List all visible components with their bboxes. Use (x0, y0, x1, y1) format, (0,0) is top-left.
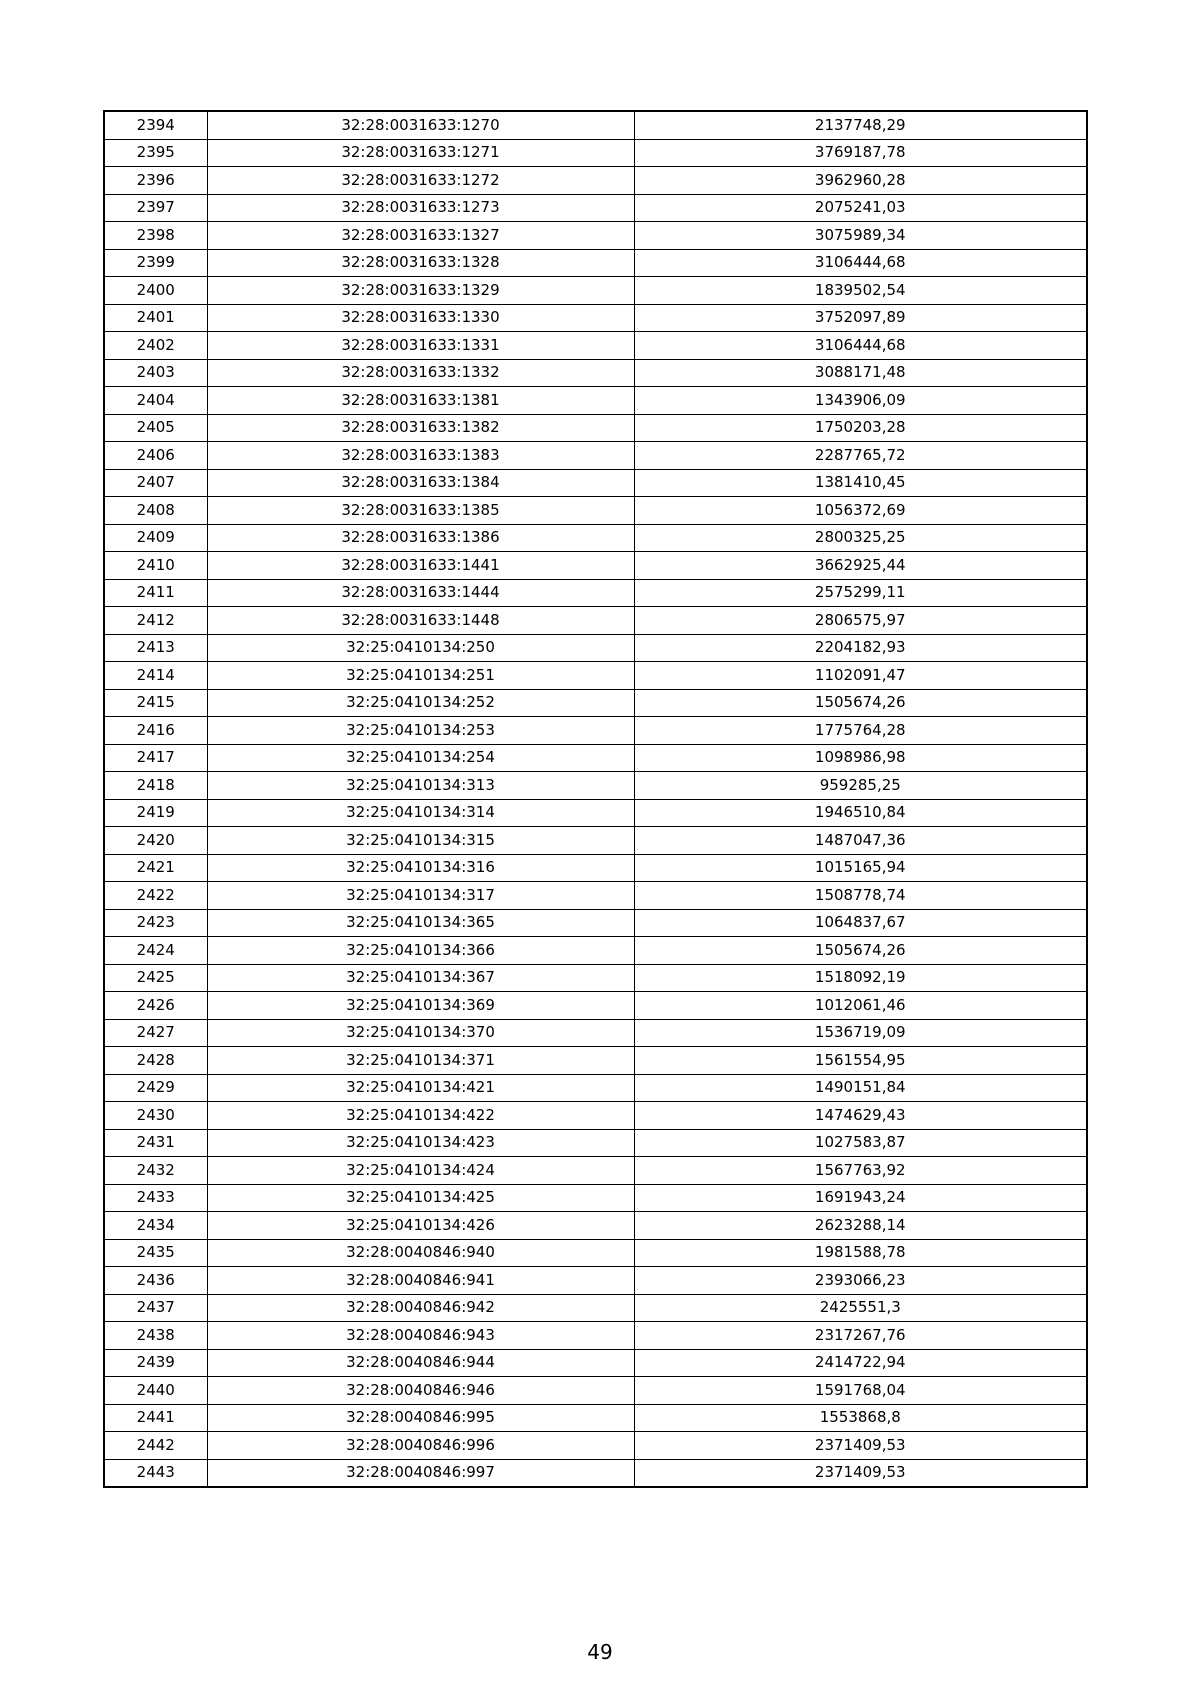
cadastral-value-cell: 1027583,87 (634, 1129, 1087, 1157)
table-row (104, 111, 1087, 139)
row-number-cell: 2425 (104, 964, 207, 992)
cadastral-number-cell: 32:25:0410134:421 (207, 1074, 634, 1102)
row-number-cell: 2438 (104, 1322, 207, 1350)
table-row (104, 799, 1087, 827)
row-number-cell: 2402 (104, 332, 207, 360)
cadastral-value-cell: 3106444,68 (634, 332, 1087, 360)
cadastral-value-cell: 1056372,69 (634, 497, 1087, 525)
cadastral-value-cell: 3088171,48 (634, 359, 1087, 387)
cadastral-number-cell: 32:28:0031633:1273 (207, 194, 634, 222)
table-row (104, 827, 1087, 855)
table-row (104, 1404, 1087, 1432)
cadastral-value-cell: 1064837,67 (634, 909, 1087, 937)
cadastral-value-cell: 2393066,23 (634, 1267, 1087, 1295)
cadastral-number-cell: 32:28:0031633:1331 (207, 332, 634, 360)
table-row (104, 249, 1087, 277)
table-row (104, 332, 1087, 360)
row-number-cell: 2419 (104, 799, 207, 827)
row-number-cell: 2431 (104, 1129, 207, 1157)
table-row (104, 744, 1087, 772)
table-row (104, 1102, 1087, 1130)
table-row (104, 662, 1087, 690)
row-number-cell: 2430 (104, 1102, 207, 1130)
table-row (104, 469, 1087, 497)
table-row (104, 717, 1087, 745)
cadastral-number-cell: 32:25:0410134:422 (207, 1102, 634, 1130)
row-number-cell: 2422 (104, 882, 207, 910)
cadastral-number-cell: 32:28:0031633:1382 (207, 414, 634, 442)
table-row (104, 854, 1087, 882)
cadastral-number-cell: 32:28:0031633:1327 (207, 222, 634, 250)
cadastral-value-cell: 1505674,26 (634, 689, 1087, 717)
cadastral-number-cell: 32:28:0031633:1381 (207, 387, 634, 415)
cadastral-number-cell: 32:28:0040846:997 (207, 1459, 634, 1487)
cadastral-number-cell: 32:28:0040846:941 (207, 1267, 634, 1295)
cadastral-number-cell: 32:25:0410134:317 (207, 882, 634, 910)
table-row (104, 277, 1087, 305)
table-row (104, 882, 1087, 910)
cadastral-value-cell: 2806575,97 (634, 607, 1087, 635)
table-row (104, 634, 1087, 662)
table-row (104, 992, 1087, 1020)
row-number-cell: 2411 (104, 579, 207, 607)
table-row (104, 139, 1087, 167)
row-number-cell: 2408 (104, 497, 207, 525)
row-number-cell: 2394 (104, 111, 207, 139)
row-number-cell: 2403 (104, 359, 207, 387)
cadastral-value-cell: 3752097,89 (634, 304, 1087, 332)
cadastral-number-cell: 32:28:0031633:1329 (207, 277, 634, 305)
row-number-cell: 2440 (104, 1377, 207, 1405)
table-row (104, 1432, 1087, 1460)
cadastral-value-cell: 2204182,93 (634, 634, 1087, 662)
cadastral-value-cell: 1536719,09 (634, 1019, 1087, 1047)
cadastral-number-cell: 32:28:0031633:1383 (207, 442, 634, 470)
table-row (104, 937, 1087, 965)
cadastral-value-cell: 1518092,19 (634, 964, 1087, 992)
cadastral-value-cell: 2371409,53 (634, 1459, 1087, 1487)
table-row (104, 497, 1087, 525)
cadastral-value-cell: 3106444,68 (634, 249, 1087, 277)
cadastral-number-cell: 32:25:0410134:252 (207, 689, 634, 717)
cadastral-value-cell: 1750203,28 (634, 414, 1087, 442)
row-number-cell: 2410 (104, 552, 207, 580)
cadastral-number-cell: 32:28:0040846:995 (207, 1404, 634, 1432)
row-number-cell: 2428 (104, 1047, 207, 1075)
table-row (104, 1157, 1087, 1185)
cadastral-number-cell: 32:25:0410134:423 (207, 1129, 634, 1157)
cadastral-number-cell: 32:28:0040846:946 (207, 1377, 634, 1405)
row-number-cell: 2434 (104, 1212, 207, 1240)
table-row (104, 1074, 1087, 1102)
table-body (104, 111, 1087, 1487)
cadastral-number-cell: 32:25:0410134:314 (207, 799, 634, 827)
row-number-cell: 2418 (104, 772, 207, 800)
cadastral-number-cell: 32:28:0031633:1330 (207, 304, 634, 332)
cadastral-value-cell: 2575299,11 (634, 579, 1087, 607)
table-row (104, 442, 1087, 470)
row-number-cell: 2409 (104, 524, 207, 552)
cadastral-number-cell: 32:25:0410134:315 (207, 827, 634, 855)
cadastral-number-cell: 32:28:0040846:943 (207, 1322, 634, 1350)
cadastral-number-cell: 32:25:0410134:367 (207, 964, 634, 992)
cadastral-value-cell: 2800325,25 (634, 524, 1087, 552)
table-row (104, 1267, 1087, 1295)
table-row (104, 1239, 1087, 1267)
cadastral-number-cell: 32:25:0410134:316 (207, 854, 634, 882)
cadastral-value-cell: 1946510,84 (634, 799, 1087, 827)
cadastral-number-cell: 32:25:0410134:253 (207, 717, 634, 745)
cadastral-number-cell: 32:28:0031633:1384 (207, 469, 634, 497)
table-row (104, 1459, 1087, 1487)
cadastral-value-cell: 1505674,26 (634, 937, 1087, 965)
cadastral-value-cell: 1561554,95 (634, 1047, 1087, 1075)
row-number-cell: 2437 (104, 1294, 207, 1322)
row-number-cell: 2432 (104, 1157, 207, 1185)
cadastral-number-cell: 32:28:0031633:1328 (207, 249, 634, 277)
table-row (104, 387, 1087, 415)
row-number-cell: 2436 (104, 1267, 207, 1295)
row-number-cell: 2412 (104, 607, 207, 635)
row-number-cell: 2415 (104, 689, 207, 717)
cadastral-value-cell: 3962960,28 (634, 167, 1087, 195)
row-number-cell: 2404 (104, 387, 207, 415)
cadastral-value-cell: 2425551,3 (634, 1294, 1087, 1322)
table-row (104, 1377, 1087, 1405)
table-row (104, 964, 1087, 992)
table-row (104, 1047, 1087, 1075)
row-number-cell: 2435 (104, 1239, 207, 1267)
cadastral-value-cell: 2623288,14 (634, 1212, 1087, 1240)
cadastral-value-cell: 2371409,53 (634, 1432, 1087, 1460)
table-row (104, 689, 1087, 717)
cadastral-value-cell: 1691943,24 (634, 1184, 1087, 1212)
cadastral-value-cell: 1567763,92 (634, 1157, 1087, 1185)
page-number: 49 (587, 1640, 613, 1664)
cadastral-value-cell: 3662925,44 (634, 552, 1087, 580)
cadastral-number-cell: 32:28:0040846:944 (207, 1349, 634, 1377)
row-number-cell: 2416 (104, 717, 207, 745)
table-row (104, 1349, 1087, 1377)
cadastral-value-table (103, 110, 1088, 1488)
row-number-cell: 2424 (104, 937, 207, 965)
cadastral-number-cell: 32:28:0040846:996 (207, 1432, 634, 1460)
cadastral-number-cell: 32:25:0410134:424 (207, 1157, 634, 1185)
row-number-cell: 2420 (104, 827, 207, 855)
cadastral-value-cell: 2414722,94 (634, 1349, 1087, 1377)
row-number-cell: 2395 (104, 139, 207, 167)
row-number-cell: 2442 (104, 1432, 207, 1460)
cadastral-number-cell: 32:25:0410134:366 (207, 937, 634, 965)
row-number-cell: 2441 (104, 1404, 207, 1432)
table-row (104, 1129, 1087, 1157)
table-row (104, 1184, 1087, 1212)
table-row (104, 414, 1087, 442)
cadastral-value-cell: 1839502,54 (634, 277, 1087, 305)
table-row (104, 579, 1087, 607)
cadastral-value-cell: 1490151,84 (634, 1074, 1087, 1102)
table-row (104, 1322, 1087, 1350)
cadastral-value-cell: 3075989,34 (634, 222, 1087, 250)
row-number-cell: 2407 (104, 469, 207, 497)
cadastral-number-cell: 32:28:0031633:1386 (207, 524, 634, 552)
table-row (104, 909, 1087, 937)
cadastral-number-cell: 32:28:0031633:1444 (207, 579, 634, 607)
cadastral-number-cell: 32:28:0031633:1271 (207, 139, 634, 167)
table-row (104, 772, 1087, 800)
cadastral-number-cell: 32:28:0031633:1272 (207, 167, 634, 195)
table-row (104, 1212, 1087, 1240)
cadastral-number-cell: 32:28:0031633:1385 (207, 497, 634, 525)
cadastral-value-cell: 1098986,98 (634, 744, 1087, 772)
cadastral-number-cell: 32:25:0410134:425 (207, 1184, 634, 1212)
cadastral-value-cell: 1487047,36 (634, 827, 1087, 855)
table-row (104, 524, 1087, 552)
row-number-cell: 2423 (104, 909, 207, 937)
table-row (104, 552, 1087, 580)
cadastral-value-cell: 1553868,8 (634, 1404, 1087, 1432)
row-number-cell: 2413 (104, 634, 207, 662)
row-number-cell: 2405 (104, 414, 207, 442)
row-number-cell: 2421 (104, 854, 207, 882)
cadastral-value-cell: 1343906,09 (634, 387, 1087, 415)
cadastral-value-cell: 2287765,72 (634, 442, 1087, 470)
cadastral-number-cell: 32:25:0410134:251 (207, 662, 634, 690)
table-row (104, 222, 1087, 250)
cadastral-number-cell: 32:25:0410134:370 (207, 1019, 634, 1047)
cadastral-value-cell: 1015165,94 (634, 854, 1087, 882)
row-number-cell: 2433 (104, 1184, 207, 1212)
table-row (104, 607, 1087, 635)
row-number-cell: 2414 (104, 662, 207, 690)
cadastral-value-cell: 3769187,78 (634, 139, 1087, 167)
row-number-cell: 2443 (104, 1459, 207, 1487)
cadastral-value-cell: 1102091,47 (634, 662, 1087, 690)
cadastral-number-cell: 32:28:0031633:1270 (207, 111, 634, 139)
row-number-cell: 2429 (104, 1074, 207, 1102)
cadastral-value-cell: 959285,25 (634, 772, 1087, 800)
cadastral-value-cell: 1775764,28 (634, 717, 1087, 745)
cadastral-value-cell: 1591768,04 (634, 1377, 1087, 1405)
row-number-cell: 2397 (104, 194, 207, 222)
cadastral-number-cell: 32:28:0040846:942 (207, 1294, 634, 1322)
table-row (104, 304, 1087, 332)
cadastral-number-cell: 32:28:0040846:940 (207, 1239, 634, 1267)
row-number-cell: 2417 (104, 744, 207, 772)
cadastral-number-cell: 32:25:0410134:371 (207, 1047, 634, 1075)
table-row (104, 167, 1087, 195)
row-number-cell: 2427 (104, 1019, 207, 1047)
row-number-cell: 2396 (104, 167, 207, 195)
row-number-cell: 2400 (104, 277, 207, 305)
table-row (104, 359, 1087, 387)
cadastral-number-cell: 32:25:0410134:254 (207, 744, 634, 772)
cadastral-value-cell: 2137748,29 (634, 111, 1087, 139)
row-number-cell: 2439 (104, 1349, 207, 1377)
cadastral-number-cell: 32:25:0410134:250 (207, 634, 634, 662)
table-row (104, 1019, 1087, 1047)
cadastral-value-cell: 1381410,45 (634, 469, 1087, 497)
cadastral-value-cell: 2317267,76 (634, 1322, 1087, 1350)
table-row (104, 1294, 1087, 1322)
cadastral-value-cell: 2075241,03 (634, 194, 1087, 222)
row-number-cell: 2399 (104, 249, 207, 277)
row-number-cell: 2401 (104, 304, 207, 332)
cadastral-value-cell: 1508778,74 (634, 882, 1087, 910)
cadastral-value-cell: 1474629,43 (634, 1102, 1087, 1130)
cadastral-value-cell: 1012061,46 (634, 992, 1087, 1020)
cadastral-number-cell: 32:25:0410134:313 (207, 772, 634, 800)
cadastral-number-cell: 32:25:0410134:369 (207, 992, 634, 1020)
row-number-cell: 2426 (104, 992, 207, 1020)
cadastral-number-cell: 32:25:0410134:426 (207, 1212, 634, 1240)
cadastral-number-cell: 32:28:0031633:1332 (207, 359, 634, 387)
cadastral-number-cell: 32:28:0031633:1441 (207, 552, 634, 580)
row-number-cell: 2406 (104, 442, 207, 470)
row-number-cell: 2398 (104, 222, 207, 250)
cadastral-number-cell: 32:28:0031633:1448 (207, 607, 634, 635)
cadastral-number-cell: 32:25:0410134:365 (207, 909, 634, 937)
cadastral-value-cell: 1981588,78 (634, 1239, 1087, 1267)
table-row (104, 194, 1087, 222)
